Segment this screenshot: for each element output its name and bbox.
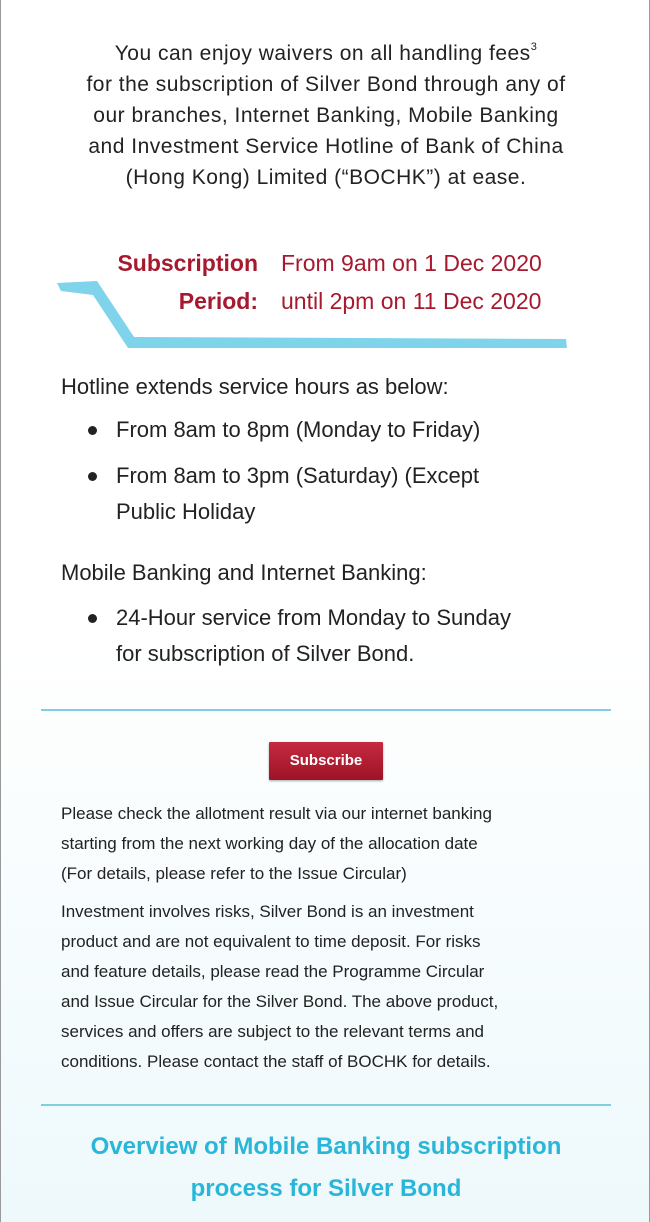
overview-line: process for Silver Bond: [190, 1175, 462, 1202]
list-item-text: Public Holiday: [116, 499, 256, 524]
intro-line: for the subscription of Silver Bond through any of: [86, 73, 566, 96]
bullet-icon: [88, 426, 97, 435]
period-label-line: Period:: [178, 288, 258, 314]
section-divider: [41, 1104, 611, 1106]
period-label-line: Subscription: [117, 250, 258, 276]
list-item: [61, 412, 601, 448]
period-label: [117, 244, 258, 320]
overview-heading: [41, 1126, 611, 1210]
period-value-line: until 2pm on 11 Dec 2020: [281, 288, 542, 314]
risk-disclaimer: [61, 897, 601, 1077]
list-item: [61, 458, 601, 530]
note-line: Please check the allotment result via our internet banking: [61, 804, 492, 823]
period-value-line: From 9am on 1 Dec 2020: [281, 250, 542, 276]
list-item: [61, 600, 601, 672]
mobile-section: [61, 560, 601, 672]
intro-line: our branches, Internet Banking, Mobile Banking: [93, 104, 559, 127]
hotline-list: [61, 412, 601, 530]
intro-line: (Hong Kong) Limited (“BOCHK”) at ease.: [125, 166, 527, 189]
subscription-period: [1, 244, 650, 354]
list-item-text: for subscription of Silver Bond.: [116, 641, 415, 666]
hotline-section: [61, 374, 601, 530]
intro-text: [41, 38, 611, 193]
mobile-list: [61, 600, 601, 672]
mobile-title: Mobile Banking and Internet Banking:: [61, 560, 427, 585]
note-line: starting from the next working day of the allocation date: [61, 834, 478, 853]
section-divider: [41, 709, 611, 711]
intro-line: You can enjoy waivers on all handling fees: [114, 42, 531, 65]
footnote-marker: 3: [530, 41, 538, 53]
list-item-text: From 8am to 3pm (Saturday) (Except: [116, 463, 480, 488]
note-line: product and are not equivalent to time deposit. For risks: [61, 932, 481, 951]
subscribe-button[interactable]: Subscribe: [269, 742, 383, 780]
note-line: services and offers are subject to the relevant terms and: [61, 1022, 485, 1041]
note-line: conditions. Please contact the staff of BOCHK for details.: [61, 1052, 491, 1071]
allotment-note: [61, 799, 601, 889]
note-line: Investment involves risks, Silver Bond is an investment: [61, 902, 474, 921]
note-line: and feature details, please read the Programme Circular: [61, 962, 485, 981]
overview-line: Overview of Mobile Banking subscription: [90, 1133, 562, 1160]
list-item-text: From 8am to 8pm (Monday to Friday): [116, 417, 481, 442]
bullet-icon: [88, 614, 97, 623]
bullet-icon: [88, 472, 97, 481]
period-value: [281, 244, 542, 320]
intro-line: and Investment Service Hotline of Bank of China: [88, 135, 564, 158]
list-item-text: 24-Hour service from Monday to Sunday: [116, 605, 511, 630]
note-line: and Issue Circular for the Silver Bond. The above product,: [61, 992, 499, 1011]
hotline-title: Hotline extends service hours as below:: [61, 374, 449, 399]
note-line: (For details, please refer to the Issue Circular): [61, 864, 407, 883]
